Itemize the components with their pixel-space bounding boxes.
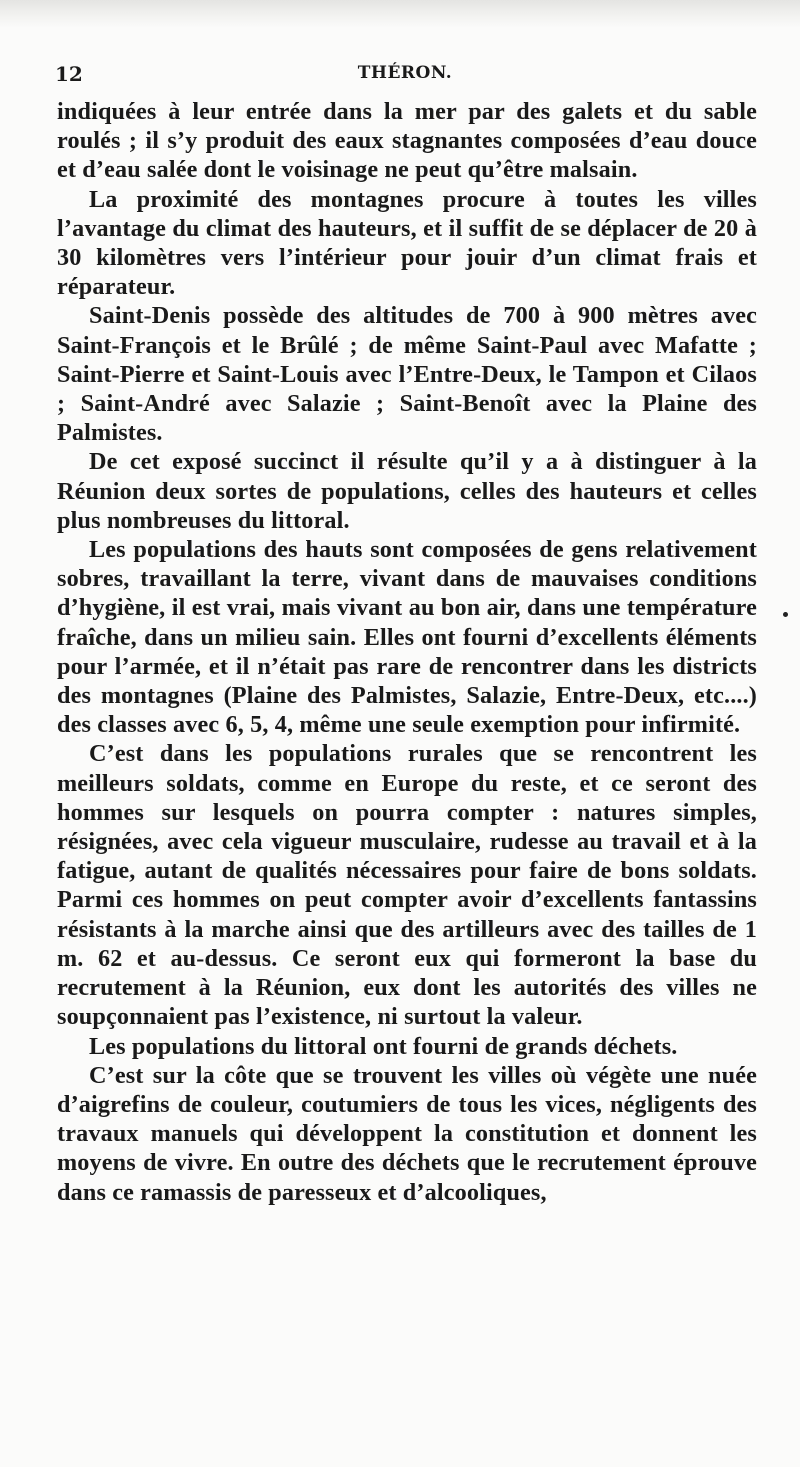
page-top-edge <box>0 0 800 28</box>
paragraph-altitudes: Saint-Denis possède des altitudes de 700 à 900 mètres avec Saint-François et le Brûlé ; de même Saint-Paul avec Mafatte ; Saint-Pierre et Saint-Louis avec l’Entre-Deux, le Tampon et Cilaos ; Saint-André avec Salazie ; Saint-Benoît avec la Plaine des Palmistes. <box>57 302 757 447</box>
running-head: THÉRON. <box>357 63 453 83</box>
paragraph-coastal-towns: C’est sur la côte que se trouvent les villes où végète une nuée d’aigrefins de couleur, coutumiers de tous les vices, négligents des travaux manuels qui développent la constitution et donnent les moyens de vivre. En outre des déchets que le recrutement éprouve dans ce ramassis de paresseux et d’alcooliques, <box>57 1061 757 1206</box>
paragraph-rural-soldiers: C’est dans les populations rurales que se rencontrent les meilleurs soldats, comme en Europe du reste, et ce seront des hommes sur lesquels on pourra compter : natures simples, résignées, avec cela vigueur musculaire, rudesse au travail et à la fatigue, autant de qualités nécessaires pour faire de bons soldats. Parmi ces hommes on peut compter avoir d’excellents fantassins résistants à la marche ainsi que des artilleurs avec des tailles de 1 m. 62 et au-dessus. Ce seront eux qui formeront la base du recrutement à la Réunion, eux dont les autorités des villes ne soupçonnaient pas l’existence, ni surtout la valeur. <box>57 740 757 1031</box>
margin-speck <box>783 612 788 617</box>
body-text <box>57 97 757 1207</box>
paragraph-two-populations: De cet exposé succinct il résulte qu’il y a à distinguer à la Réunion deux sortes de populations, celles des hauteurs et celles plus nombreuses du littoral. <box>57 448 757 534</box>
page-header <box>55 62 755 92</box>
paragraph-continuation: indiquées à leur entrée dans la mer par des galets et du sable roulés ; il s’y produit des eaux stagnantes composées d’eau douce et d’eau salée dont le voisinage ne peut qu’être malsain. <box>57 98 757 184</box>
paragraph-mountains: La proximité des montagnes procure à toutes les villes l’avantage du climat des hauteurs, et il suffit de se déplacer de 20 à 30 kilomètres vers l’intérieur pour jouir d’un climat frais et réparateur. <box>57 185 757 301</box>
page-number: 12 <box>55 62 83 86</box>
paragraph-coastal-populations: Les populations du littoral ont fourni de grands déchets. <box>89 1032 678 1060</box>
paragraph-highland-populations: Les populations des hauts sont composées de gens relativement sobres, travaillant la terre, vivant dans de mauvaises conditions d’hygiène, il est vrai, mais vivant au bon air, dans une température fraîche, dans un milieu sain. Elles ont fourni d’excellents éléments pour l’armée, et il n’était pas rare de rencontrer dans les districts des montagnes (Plaine des Palmistes, Salazie, Entre-Deux, etc....) des classes avec 6, 5, 4, même une seule exemption pour infirmité. <box>57 536 757 739</box>
